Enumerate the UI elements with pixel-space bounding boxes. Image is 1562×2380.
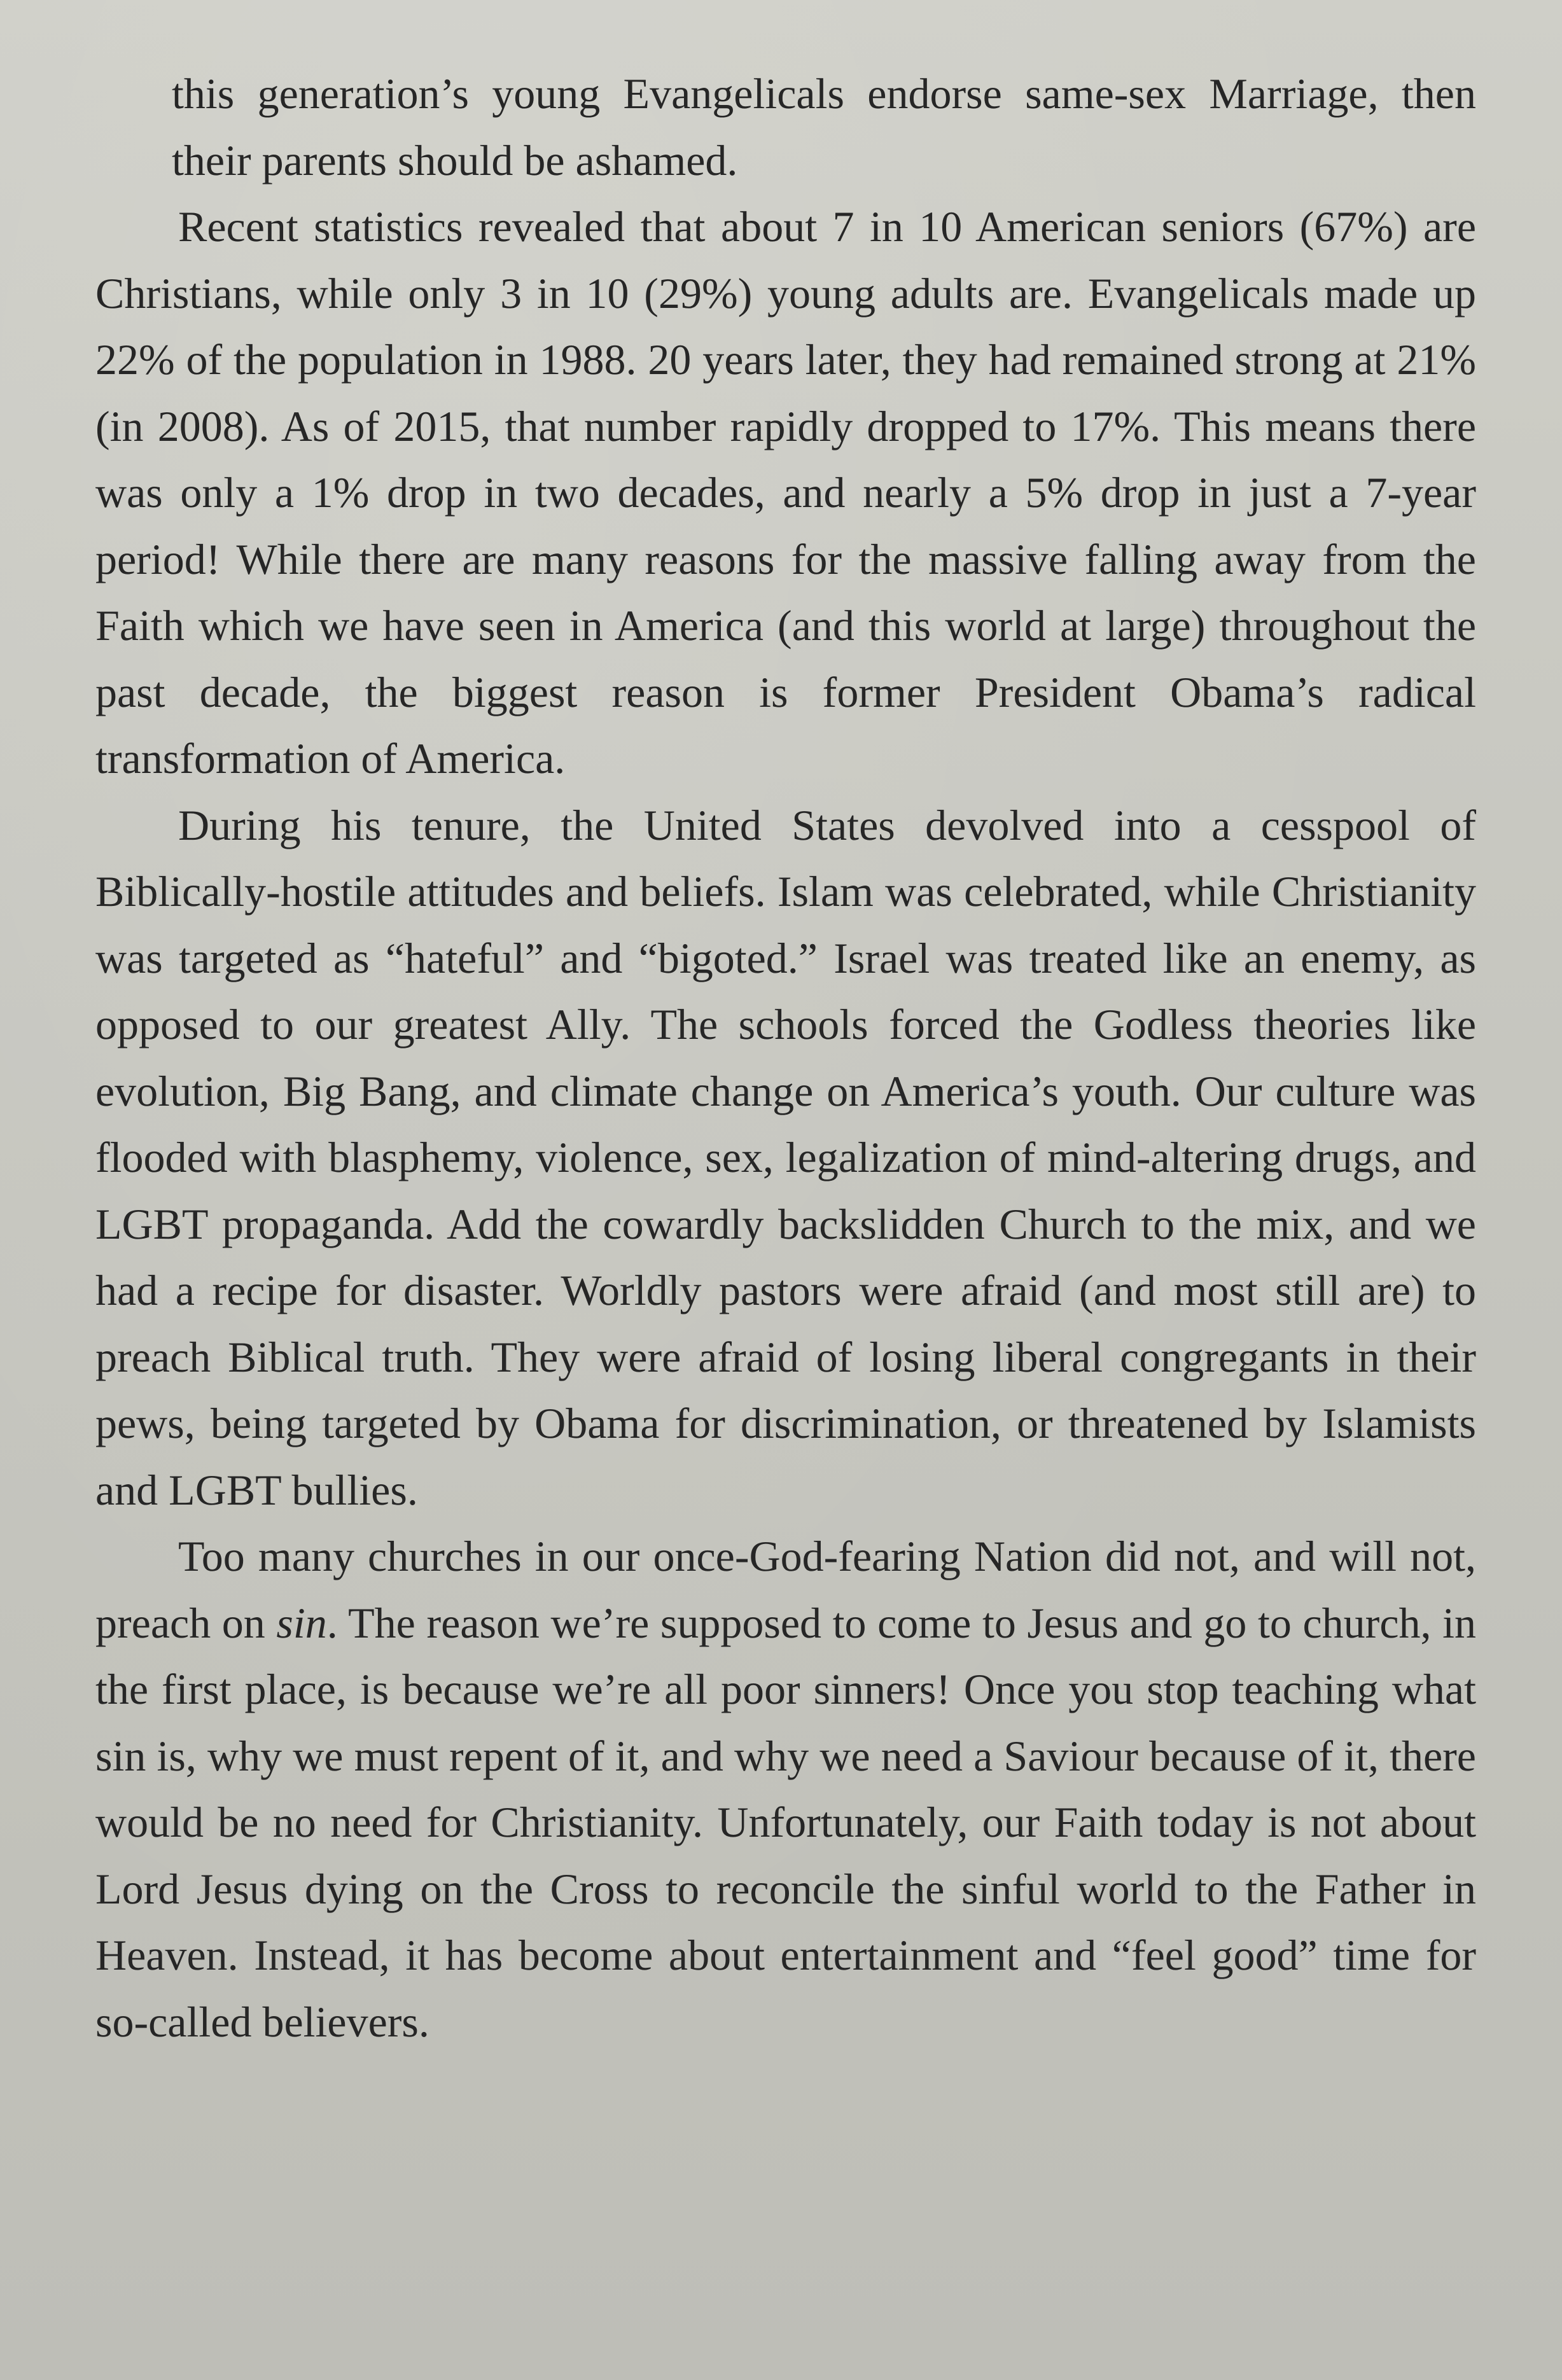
paragraph-tenure: During his tenure, the United States devolved into a cesspool of Biblically-hostile attitudes and beliefs. Islam was celebrated, while Christianity was targeted as “hateful” and “bigoted.” Israel was treated like an enemy, as opposed to our greatest Ally. The schools forced the Godless theories like evolution, Big Bang, and climate change on America’s youth. Our culture was flooded with blasphemy, violence, sex, legalization of mind-altering drugs, and LGBT propaganda. Add the cowardly backslidden Church to the mix, and we had a recipe for disaster. Worldly pastors were afraid (and most still are) to preach Biblical truth. They were afraid of losing liberal congregants in their pews, being targeted by Obama for discrimination, or threatened by Islamists and LGBT bullies. [95,800,1476,1514]
page-body-text [95,60,1476,2055]
paragraph-statistics: Recent statistics revealed that about 7 in 10 American seniors (67%) are Christians, while only 3 in 10 (29%) young adults are. Evangelicals made up 22% of the population in 1988. 20 years later, they had remained strong at 21% (in 2008). As of 2015, that number rapidly dropped to 17%. This means there was only a 1% drop in two decades, and nearly a 5% drop in just a 7-year period! While there are many reasons for the massive falling away from the Faith which we have seen in America (and this world at large) throughout the past decade, the biggest reason is former President Obama’s radical transformation of America. [95,202,1476,783]
paragraph-churches-text-before: Too many churches in our once-God-fearing Nation did not, and will not, preach on [95,1532,1476,1647]
paragraph-continuation: this generation’s young Evangelicals endorse same-sex Marriage, then their parents should be ashamed. [172,69,1476,184]
emphasis-sin: sin [276,1598,327,1647]
paragraph-churches [95,1523,1476,2055]
paragraph-churches-text-after: . The reason we’re supposed to come to Jesus and go to church, in the first place, is because we’re all poor sinners! Once you stop teaching what sin is, why we must repent of it, and why we need a Saviour because of it, there would be no need for Christianity. Unfortunately, our Faith today is not about Lord Jesus dying on the Cross to reconcile the sinful world to the Father in Heaven. Instead, it has become about entertainment and “feel good” time for so-called believers. [95,1598,1476,2046]
